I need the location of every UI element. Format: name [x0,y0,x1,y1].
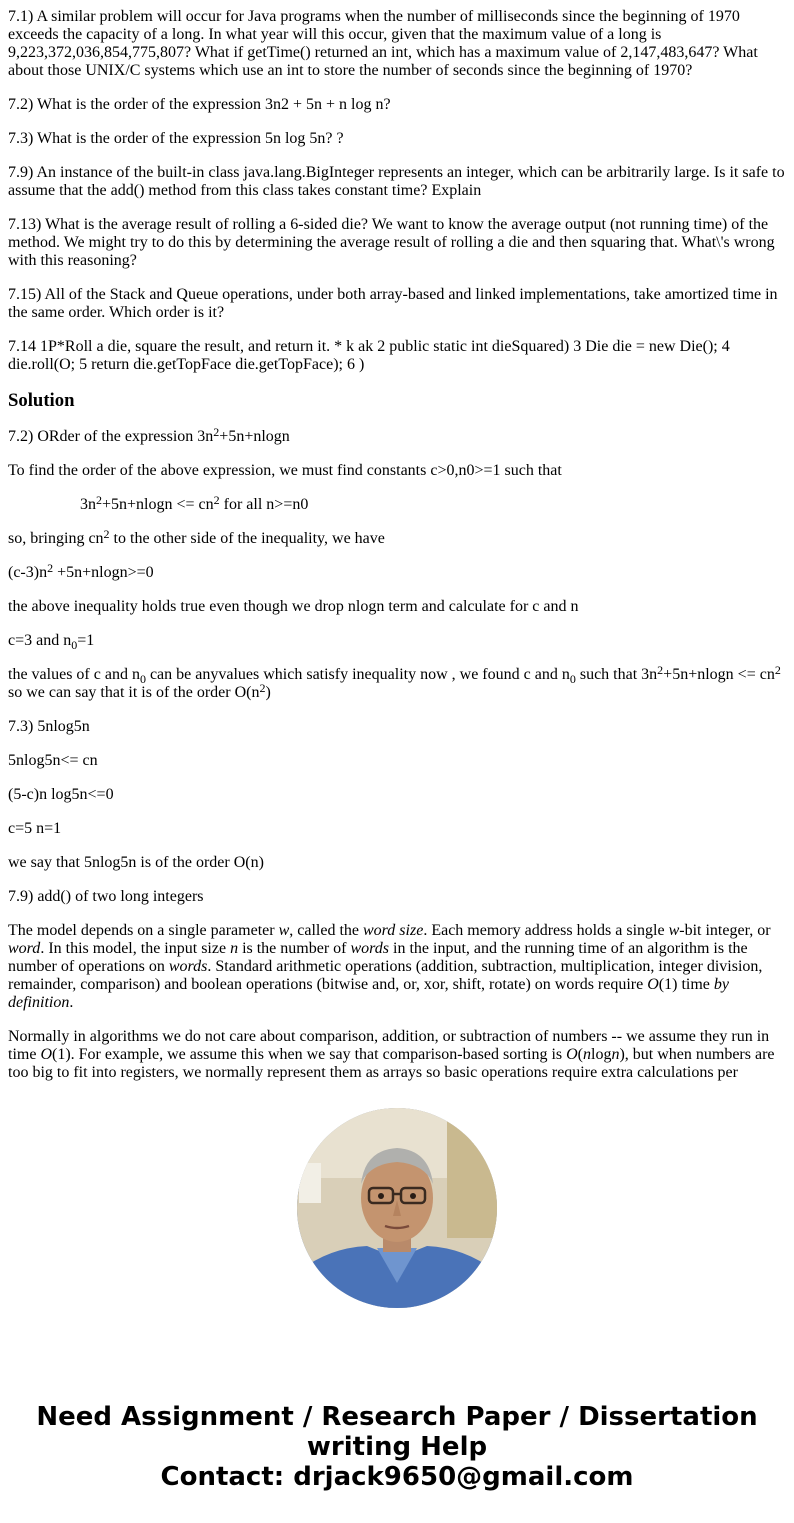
paragraph-segment: (1). For example, we assume this when we say that comparison-based sorting is [52,1046,567,1063]
solution-7-2-note: the above inequality holds true even though we drop nlogn term and calculate for c and n [8,598,579,615]
portrait-container [0,1108,794,1308]
paragraph-segment: . Standard arithmetic operations (addition, subtraction, multiplication, integer division, remainder, comparison) and boolean operations (bitwise and, or, xor, shift, rotate) on words require [8,958,763,993]
paragraph-segment: ( [577,1046,583,1063]
paragraph-segment: The model depends on a single parameter [8,922,279,939]
paragraph-segment: in the input, and the running time of an algorithm is the number of operations on [8,940,748,975]
paragraph-segment: words [168,958,208,975]
paragraph-segment: O [566,1046,578,1063]
paragraph-segment: w [278,922,290,939]
solution-7-2-inequality: $3n^2+5n+nlogn <= cn^2$ for all n>=n0 [80,493,309,513]
author-portrait-photo [297,1108,497,1308]
paragraph-segment: , called the [289,922,363,939]
question-7-9: 7.9) An instance of the built-in class java.lang.BigInteger represents an integer, which can be arbitrarily large. Is it safe to assume that the add() method from this class takes constant time? Explain [8,164,785,199]
paragraph-segment: O [647,976,659,993]
solution-word-model-paragraph [8,922,786,1012]
banner-line-1: Need Assignment / Research Paper / Dissertation [36,1402,758,1432]
question-7-13: 7.13) What is the average result of rolling a 6-sided die? We want to know the average output (not running time) of the method. We might try to do this by determining the average result of rolling a die and then squaring that. What\'s wrong with this reasoning? [8,216,775,269]
paragraph-segment: w [668,922,680,939]
banner-line-2: writing Help [306,1432,488,1462]
solution-7-2-step: so, bringing $cn^2$ to the other side of the inequality, we have [8,527,385,547]
question-7-15: 7.15) All of the Stack and Queue operations, under both array-based and linked implementations, take amortized time in the same order. Which order is it? [8,286,778,321]
paragraph-segment: ), but when numbers are too big to fit into registers, we normally represent them as arrays so basic operations require extra calculations per [8,1046,775,1081]
question-7-2: 7.2) What is the order of the expression 3n2 + 5n + n log n? [8,96,391,113]
paragraph-segment: word [8,940,41,957]
paragraph-segment: O [40,1046,52,1063]
solution-heading: Solution [8,390,75,411]
paragraph-segment: . [69,994,74,1011]
paragraph-segment: n [611,1046,620,1063]
question-7-14: 7.14 1P*Roll a die, square the result, and return it. * k ak 2 public static int dieSquared) 3 Die die = new Die(); 4 die.roll(O; 5 return die.getTopFace die.getTopFace); 6 ) [8,338,730,373]
paragraph-segment: . Each memory address holds a single [423,922,669,939]
solution-big-numbers-paragraph [8,1028,786,1082]
paragraph-segment: words [350,940,390,957]
solution-7-2-intro: To find the order of the above expression, we must find constants c>0,n0>=1 such that [8,462,562,479]
portrait-illustration [297,1108,497,1308]
solution-7-2-conclusion: the values of c and $n_0$ can be anyvalues which satisfy inequality now , we found c and $n_0$ such that $3n^2+5n+nlogn <= cn^2$ so we can say that it is of the order $O(n^2)$ [8,663,781,701]
question-7-1: 7.1) A similar problem will occur for Java programs when the number of milliseconds since the beginning of 1970 exceeds the capacity of a long. In what year will this occur, given that the maximum value of a long is 9,223,372,036,854,775,807? What if getTime() returned an int, which has a maximum value of 2,147,483,647? What about those UNIX/C systems which use an int to store the number of seconds since the beginning of 1970? [8,8,758,79]
solution-7-3-constants: c=5 n=1 [8,820,62,837]
paragraph-segment: Normally in algorithms we do not care about comparison, addition, or subtraction of numbers -- we assume they run in time [8,1028,770,1063]
paragraph-segment: (1) time [658,976,714,993]
solution-7-2-title: 7.2) ORder of the expression $3n^2+5n+nlogn$ [8,425,290,445]
contact-banner [0,1402,794,1492]
paragraph-segment: word size [363,922,424,939]
paragraph-segment: n [583,1046,591,1063]
paragraph-segment: is the number of [238,940,351,957]
solution-7-3-inequality: 5nlog5n<= cn [8,752,98,769]
solution-7-3-title: 7.3) 5nlog5n [8,718,90,735]
solution-7-3-rearranged: (5-c)n log5n<=0 [8,786,114,803]
paragraph-segment: . In this model, the input size [40,940,231,957]
solution-7-2-constants: c=3 and $n_0=1$ [8,632,95,652]
solution-7-3-conclusion: we say that 5nlog5n is of the order O(n) [8,854,264,871]
paragraph-segment: n [230,940,239,957]
banner-contact-email: Contact: drjack9650@gmail.com [160,1462,634,1492]
paragraph-segment: log [591,1046,612,1063]
paragraph-segment: -bit integer, or [679,922,771,939]
question-7-3: 7.3) What is the order of the expression 5n log 5n? ? [8,130,344,147]
solution-7-2-rearranged: $(c-3)n^2 +5n+nlogn>=0$ [8,561,154,581]
solution-7-9-title: 7.9) add() of two long integers [8,888,204,905]
paragraph-segment: by definition [8,976,729,1011]
